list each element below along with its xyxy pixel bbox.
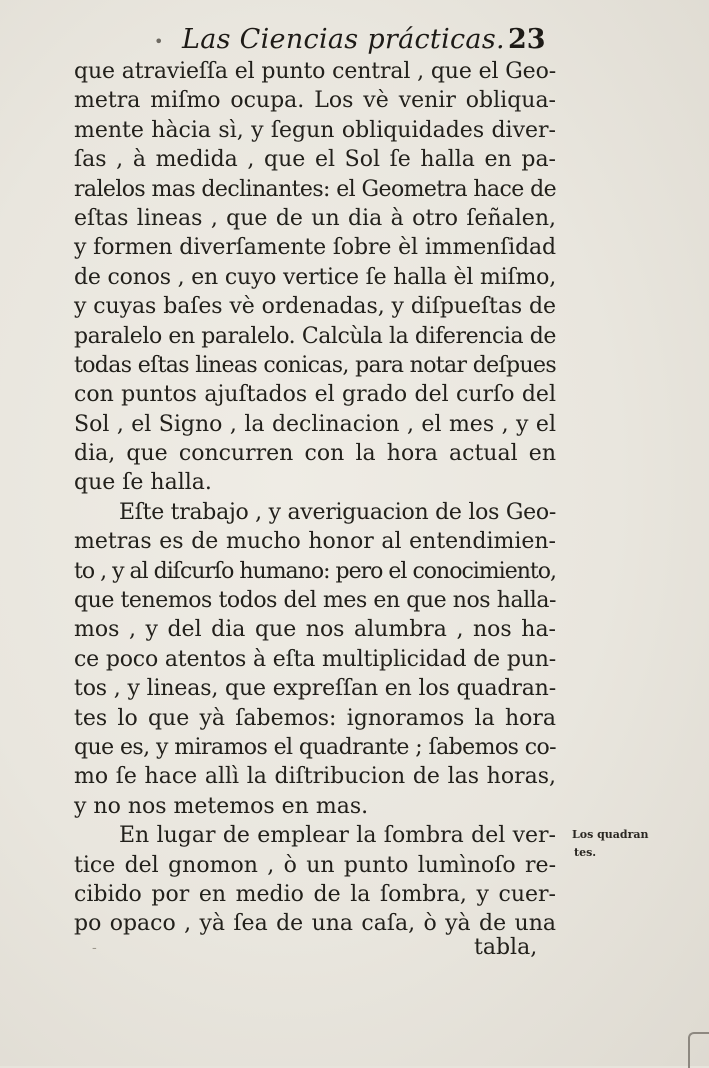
text-line: ce poco atentos à eſta multiplicidad de pun-: [74, 646, 556, 672]
text-line: ſas , à medida , que el Sol ſe halla en pa-: [74, 147, 556, 173]
body-text: [74, 57, 556, 939]
text-line: de conos , en cuyo vertice ſe halla èl miſmo,: [74, 264, 556, 290]
catchword: tabla,: [474, 935, 538, 960]
text-line: tice del gnomon , ò un punto lumìnoſo re-: [74, 852, 556, 878]
text-line: paralelo en paralelo. Calcùla la diferencia de: [74, 323, 556, 349]
text-line: to , y al diſcurſo humano: pero el conocimiento,: [74, 558, 556, 584]
text-line: mos , y del dia que nos alumbra , nos ha-: [74, 617, 556, 643]
text-line: cibido por en medio de la ſombra, y cuer-: [74, 881, 556, 907]
paragraph-1: [74, 57, 556, 498]
text-line: metra miſmo ocupa. Los vè venir obliqua-: [74, 88, 556, 114]
text-line: y no nos metemos en mas.: [74, 793, 369, 819]
margin-note-line: tes.: [574, 846, 597, 859]
page-number: 23: [508, 24, 546, 55]
text-line: metras es de mucho honor al entendimien-: [74, 529, 556, 555]
text-line: tes lo que yà ſabemos: ignoramos la hora: [74, 705, 556, 731]
text-line: y formen diverſamente ſobre èl immenſidad: [74, 235, 556, 261]
text-line: con puntos ajuſtados el grado del curſo del: [74, 382, 556, 408]
text-line: que atravieſſa el punto central , que el Geo-: [74, 59, 556, 84]
text-line: En lugar de emplear la ſombra del ver-: [119, 823, 556, 849]
text-line: Eſte trabajo , y averiguacion de los Geo-: [119, 499, 556, 525]
text-line: dia, que concurren con la hora actual en: [74, 441, 556, 467]
text-line: mo ſe hace allì la diſtribucion de las horas,: [74, 764, 556, 790]
margin-note-line: Los quadran: [572, 828, 649, 841]
page-header: [0, 22, 709, 58]
text-line: po opaco , yà ſea de una caſa, ò yà de una: [74, 911, 556, 937]
text-line: que tenemos todos del mes en que nos halla-: [74, 588, 556, 614]
text-line: que ſe halla.: [74, 470, 212, 496]
paragraph-2: [74, 498, 556, 821]
running-title: Las Ciencias prácticas.: [182, 24, 505, 55]
text-line: que es, y miramos el quadrante ; ſabemos co-: [74, 734, 556, 760]
page-corner-edge: [688, 1032, 709, 1068]
text-line: y cuyas baſes vè ordenadas, y diſpueſtas de: [74, 294, 556, 320]
faded-mark: -: [92, 940, 97, 956]
text-line: tos , y lineas, que expreſſan en los quadran-: [74, 676, 556, 702]
text-line: eſtas lineas , que de un dia à otro ſeñalen,: [74, 205, 556, 231]
text-line: mente hàcia sì, y ſegun obliquidades diver-: [74, 117, 556, 143]
text-line: Sol , el Signo , la declinacion , el mes , y el: [74, 411, 556, 437]
header-ornament: •: [154, 32, 164, 51]
text-line: ralelos mas declinantes: el Geometra hace de: [74, 176, 556, 202]
paragraph-3: [74, 821, 556, 939]
text-line: todas eſtas lineas conicas, para notar deſpues: [74, 352, 556, 378]
margin-note: [572, 826, 652, 862]
